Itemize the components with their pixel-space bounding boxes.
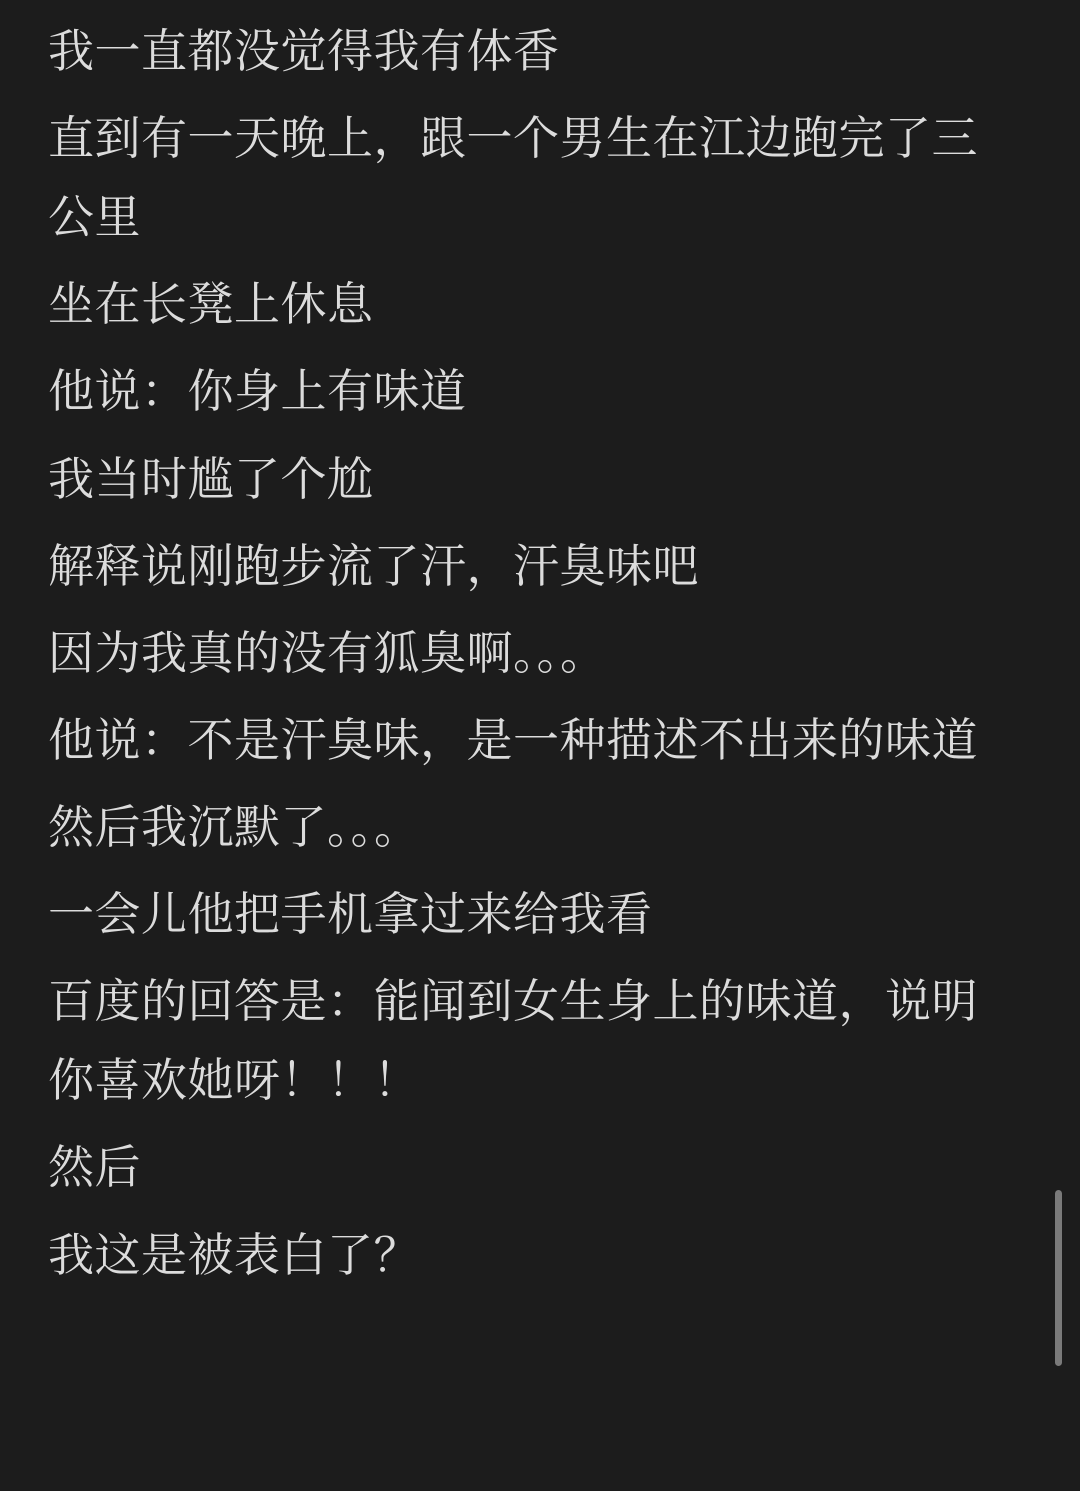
post-paragraph: 因为我真的没有狐臭啊。。。 <box>48 626 607 679</box>
post-paragraph: 我当时尴了个尬 <box>48 452 374 505</box>
post-paragraph: 然后我沉默了。。。 <box>48 800 421 853</box>
post-paragraph: 我这是被表白了？ <box>48 1228 420 1281</box>
post-paragraph: 他说：你身上有味道 <box>48 365 467 418</box>
post-paragraph: 我一直都没觉得我有体香 <box>48 25 560 77</box>
post-body <box>48 12 1020 1295</box>
post-paragraph: 他说：不是汗臭味，是一种描述不出来的味道 <box>48 713 978 766</box>
post-paragraph: 百度的回答是：能闻到女生身上的味道，说明你喜欢她呀！！！ <box>48 975 978 1107</box>
post-paragraph: 坐在长凳上休息 <box>48 278 374 331</box>
post-paragraph: 一会儿他把手机拿过来给我看 <box>48 888 653 941</box>
post-paragraph: 直到有一天晚上，跟一个男生在江边跑完了三公里 <box>48 112 978 244</box>
post-paragraph: 然后 <box>48 1141 141 1194</box>
scrollbar-track[interactable] <box>1064 0 1072 1491</box>
scrollbar-thumb[interactable] <box>1055 1190 1062 1366</box>
post-paragraph: 解释说刚跑步流了汗，汗臭味吧 <box>48 539 699 592</box>
